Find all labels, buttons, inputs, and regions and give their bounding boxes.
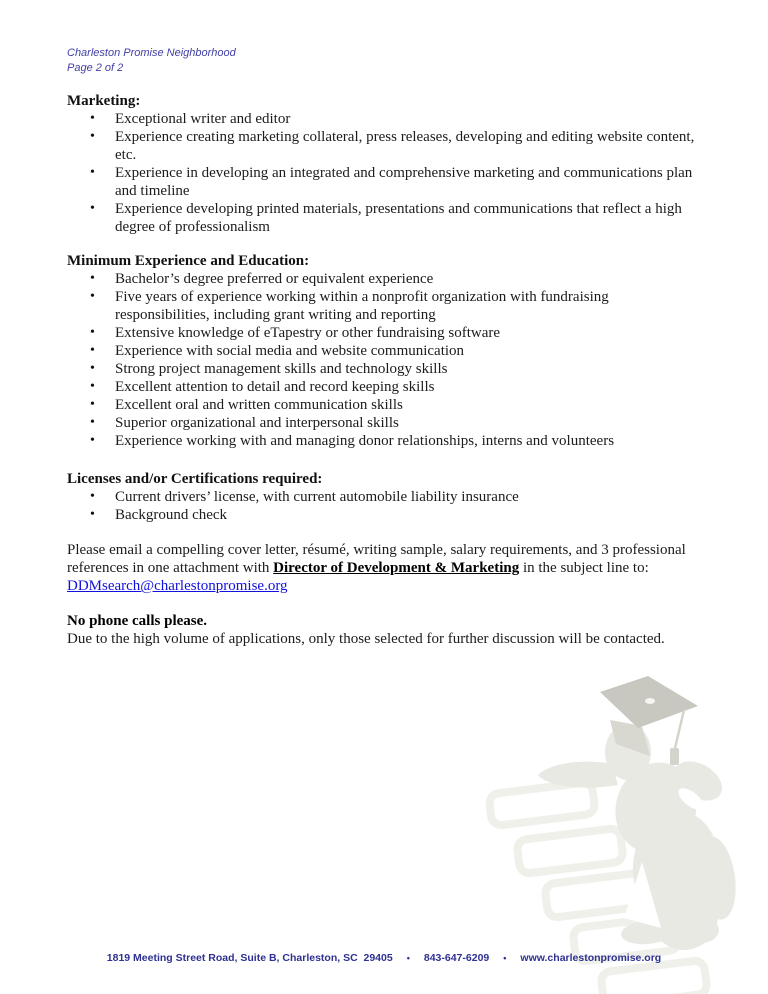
section-heading-marketing: Marketing: [67,93,141,109]
footer-address: 1819 Meeting Street Road, Suite B, Charleston, SC 29405 [106,952,393,964]
bullet-item: • Five years of experience working within a nonprofit organization with fundraising responsibilities, including grant writing and reporting [67,288,704,324]
bullet-item: • Exceptional writer and editor [67,110,704,128]
licenses-bullet-list [67,488,704,524]
marketing-bullet-list [67,110,704,236]
bullet-item: • Experience with social media and website communication [67,342,704,360]
apply-text-before: Please email a compelling cover letter, résumé, writing sample, salary requirements, and 3 professional references in one attachment with [67,542,686,576]
bullet-item: • Current drivers’ license, with current automobile liability insurance [67,488,704,506]
section-marketing [67,92,704,236]
application-instructions [67,541,704,595]
no-phone-calls-block [67,612,704,648]
bullet-item: • Background check [67,506,704,524]
header-org-name: Charleston Promise Neighborhood [67,47,236,59]
subject-line-title: Director of Development & Marketing [273,560,520,576]
bullet-item: • Experience developing printed materials, presentations and communications that reflect a high degree of professionalism [67,200,704,236]
bullet-item: • Excellent attention to detail and record keeping skills [67,378,704,396]
header-page-number: Page 2 of 2 [67,62,124,74]
bullet-item: • Strong project management skills and technology skills [67,360,704,378]
bullet-item: • Superior organizational and interpersonal skills [67,414,704,432]
document-body [67,92,704,648]
bullet-item: • Excellent oral and written communication skills [67,396,704,414]
footer-website-link[interactable]: www.charlestonpromise.org [520,952,662,964]
apply-text-after: in the subject line to: [519,560,649,576]
bullet-item: • Extensive knowledge of eTapestry or other fundraising software [67,324,704,342]
footer-phone: 843-647-6209 [423,952,490,964]
application-email-link[interactable]: DDMsearch@charlestonpromise.org [67,578,288,594]
section-heading-minimum-experience: Minimum Experience and Education: [67,253,310,269]
bullet-item: • Experience creating marketing collateral, press releases, developing and editing website content, etc. [67,128,704,164]
section-heading-licenses: Licenses and/or Certifications required: [67,471,323,487]
footer-bullet-separator: • [503,953,507,963]
graduation-penguin-watermark [470,664,768,994]
contact-note: Due to the high volume of applications, only those selected for further discussion will be contacted. [67,631,665,647]
no-phone-calls-note: No phone calls please. [67,613,208,629]
bullet-item: • Experience working with and managing donor relationships, interns and volunteers [67,432,704,450]
bullet-item: • Experience in developing an integrated and comprehensive marketing and communications plan and timeline [67,164,704,200]
page-footer [0,952,768,964]
section-minimum-experience [67,252,704,450]
experience-bullet-list [67,270,704,450]
page-header [67,46,236,76]
footer-bullet-separator: • [406,953,410,963]
bullet-item: • Bachelor’s degree preferred or equivalent experience [67,270,704,288]
section-licenses [67,470,704,524]
